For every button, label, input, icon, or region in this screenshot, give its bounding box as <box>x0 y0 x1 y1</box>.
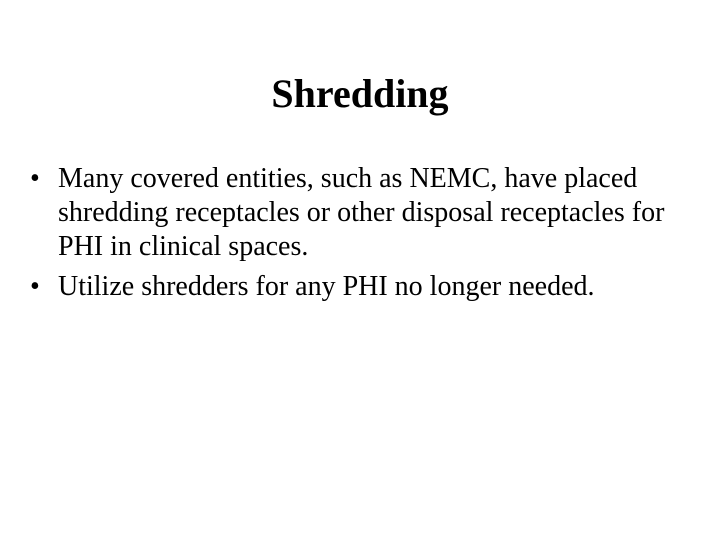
slide-title: Shredding <box>271 71 449 116</box>
bullet-icon: • <box>30 163 40 194</box>
bullet-icon: • <box>30 271 40 302</box>
bullet-item-1 <box>30 162 700 264</box>
bullet-item-2 <box>30 270 700 304</box>
bullet-text: Utilize shredders for any PHI no longer needed. <box>58 271 595 302</box>
bullet-text: Many covered entities, such as NEMC, have placed shredding receptacles or other disposal receptacles for PHI in clinical spaces. <box>58 163 665 262</box>
bullet-list <box>30 162 700 310</box>
